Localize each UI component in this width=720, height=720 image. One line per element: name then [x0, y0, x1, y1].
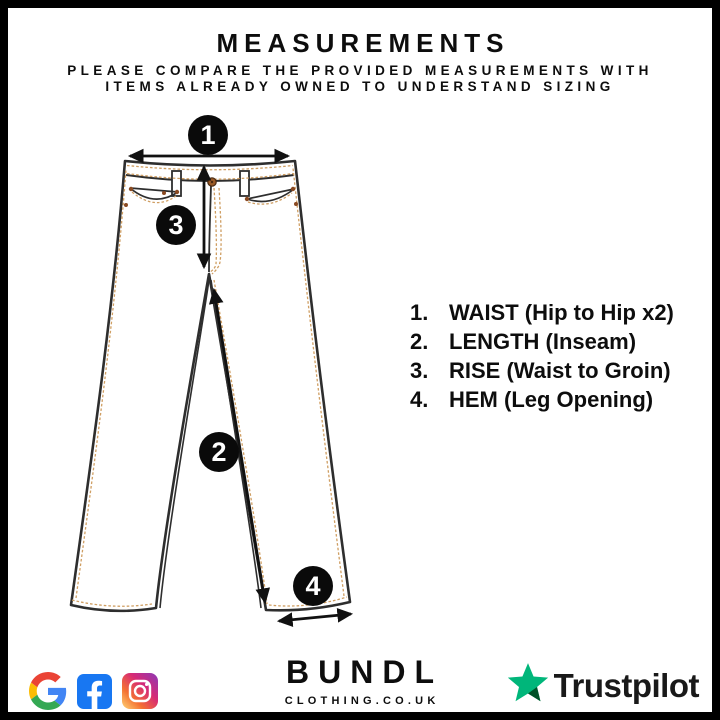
legend-number: 2.	[410, 329, 429, 354]
trustpilot-star-icon	[505, 660, 551, 706]
marker-1-waist: 1	[188, 115, 228, 155]
measurement-legend	[410, 298, 674, 414]
legend-item-hem	[410, 385, 674, 414]
subtitle-line-1: PLEASE COMPARE THE PROVIDED MEASUREMENTS WITH	[67, 63, 653, 78]
brand-name: BUNDL	[286, 654, 443, 690]
facebook-icon	[77, 674, 112, 709]
marker-3-rise: 3	[156, 205, 196, 245]
legend-label: RISE (Waist to Groin)	[449, 358, 671, 383]
marker-4-hem: 4	[293, 566, 333, 606]
legend-item-waist	[410, 298, 674, 327]
legend-number: 4.	[410, 387, 429, 412]
page-subtitle	[8, 63, 712, 94]
page-title: MEASUREMENTS	[216, 28, 510, 58]
belt-loop-right	[240, 171, 249, 196]
legend-number: 3.	[410, 358, 429, 383]
legend-item-rise	[410, 356, 674, 385]
legend-label: WAIST (Hip to Hip x2)	[449, 300, 674, 325]
social-icons	[29, 672, 158, 710]
hem-arrow	[279, 614, 351, 621]
instagram-icon	[122, 673, 158, 709]
legend-label: LENGTH (Inseam)	[449, 329, 637, 354]
legend-number: 1.	[410, 300, 429, 325]
jeans-diagram	[68, 108, 408, 628]
trustpilot-label: Trustpilot	[553, 667, 699, 704]
marker-2-length: 2	[199, 432, 239, 472]
google-icon	[29, 672, 67, 710]
legend-label: HEM (Leg Opening)	[449, 387, 654, 412]
trustpilot-logo	[505, 660, 699, 706]
subtitle-line-2: ITEMS ALREADY OWNED TO UNDERSTAND SIZING	[105, 78, 615, 94]
brand-domain: CLOTHING.CO.UK	[284, 695, 440, 707]
brand-logo	[284, 654, 443, 707]
legend-item-length	[410, 327, 674, 356]
waist-button-center	[211, 181, 213, 183]
